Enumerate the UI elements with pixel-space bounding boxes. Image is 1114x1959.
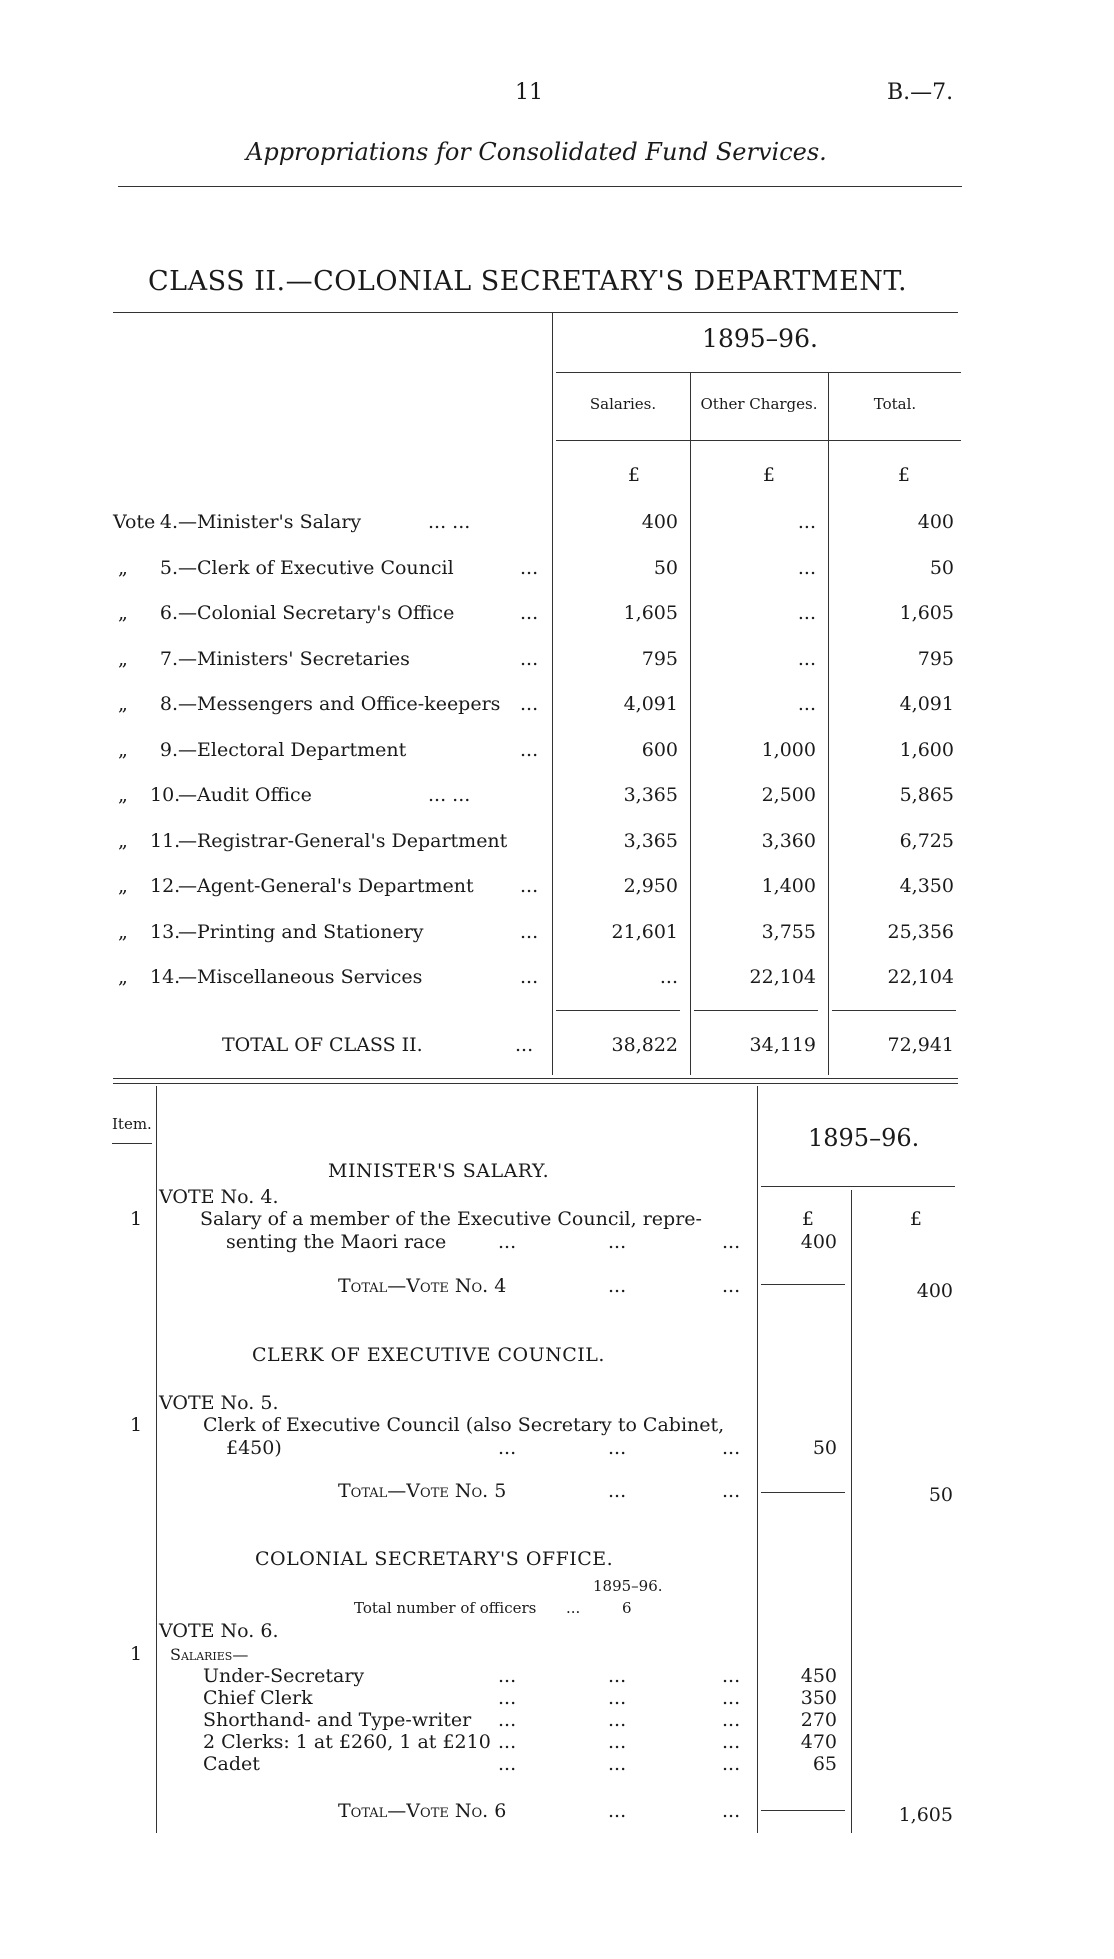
office-salary-line-2-dots: ... bbox=[722, 1687, 741, 1709]
summary-row-7-vote-ditto: „ bbox=[118, 784, 128, 806]
summary-row-2-vote-dots: ... bbox=[520, 557, 539, 579]
summary-row-10-vote-label: —Printing and Stationery bbox=[178, 921, 424, 943]
summary-row-5-vote-dots: ... bbox=[520, 693, 539, 715]
vote-4-total-dots: ... bbox=[722, 1275, 741, 1297]
summary-row-5-vote-other-charges: ... bbox=[797, 693, 816, 715]
office-salary-line-5-dots: ... bbox=[498, 1753, 517, 1775]
vote-6-item-number: 1 bbox=[130, 1643, 143, 1665]
currency-total: £ bbox=[897, 464, 910, 486]
vote-4-amount: 400 bbox=[800, 1231, 837, 1253]
summary-row-5-vote-label: —Messengers and Office-keepers bbox=[178, 693, 501, 715]
office-salary-line-5-label: Cadet bbox=[203, 1753, 260, 1775]
summary-row-2-vote-other-charges: ... bbox=[797, 557, 816, 579]
office-salary-line-4-dots: ... bbox=[498, 1731, 517, 1753]
summary-row-6-vote-dots: ... bbox=[520, 739, 539, 761]
office-salary-line-1-dots: ... bbox=[722, 1665, 741, 1687]
total-class-salaries: 38,822 bbox=[611, 1034, 678, 1056]
summary-row-10-vote-other-charges: 3,755 bbox=[761, 921, 816, 943]
summary-row-1-vote-salaries: 400 bbox=[641, 511, 678, 533]
summary-row-4-vote-other-charges: ... bbox=[797, 648, 816, 670]
summary-row-5-vote-salaries: 4,091 bbox=[623, 693, 678, 715]
colonial-secretary-office-title: COLONIAL SECRETARY'S OFFICE. bbox=[255, 1548, 614, 1570]
summary-row-3-vote-salaries: 1,605 bbox=[623, 602, 678, 624]
summary-row-2-vote-ditto: „ bbox=[118, 557, 128, 579]
vote-5-total-dots: ... bbox=[722, 1480, 741, 1502]
summary-row-1-vote-other-charges: ... bbox=[797, 511, 816, 533]
vote-6-total: 1,605 bbox=[898, 1804, 953, 1826]
summary-period: 1895–96. bbox=[702, 324, 818, 353]
summary-row-11-vote-salaries: ... bbox=[659, 966, 678, 988]
vote-4-line-2: senting the Maori race bbox=[226, 1231, 447, 1253]
header-rule bbox=[118, 186, 962, 187]
summary-row-3-vote-dots: ... bbox=[520, 602, 539, 624]
summary-row-5-vote-number: 8. bbox=[159, 693, 178, 715]
vote-4-line-1: Salary of a member of the Executive Council, repre- bbox=[200, 1208, 702, 1230]
item-column-header: Item. bbox=[112, 1115, 152, 1133]
office-salary-line-3-dots: ... bbox=[608, 1709, 627, 1731]
currency-other-charges: £ bbox=[762, 464, 775, 486]
office-salary-line-5-amount: 65 bbox=[812, 1753, 837, 1775]
vote-5-total-dots: ... bbox=[608, 1480, 627, 1502]
summary-row-2-vote-number: 5. bbox=[159, 557, 178, 579]
vote-4-currency-2: £ bbox=[909, 1208, 922, 1230]
vote-5-line-2-dots: ... bbox=[608, 1437, 627, 1459]
total-class-total: 72,941 bbox=[887, 1034, 954, 1056]
document-reference: B.—7. bbox=[887, 80, 954, 105]
vote-5-line-2-dots: ... bbox=[722, 1437, 741, 1459]
vote-6-total-label: Total—Vote No. 6 bbox=[338, 1800, 507, 1822]
officers-period: 1895–96. bbox=[593, 1577, 663, 1595]
summary-row-2-vote-salaries: 50 bbox=[653, 557, 678, 579]
vote-5-amount: 50 bbox=[812, 1437, 837, 1459]
summary-row-3-vote-label: —Colonial Secretary's Office bbox=[178, 602, 455, 624]
office-salary-line-1-label: Under-Secretary bbox=[203, 1665, 365, 1687]
summary-row-6-vote-salaries: 600 bbox=[641, 739, 678, 761]
salaries-heading: Salaries— bbox=[170, 1645, 249, 1664]
vote-4-line-2-dots: ... bbox=[608, 1231, 627, 1253]
clerk-executive-council-title: CLERK OF EXECUTIVE COUNCIL. bbox=[252, 1344, 605, 1366]
summary-row-3-vote-other-charges: ... bbox=[797, 602, 816, 624]
total-class-dots: ... bbox=[515, 1034, 534, 1056]
office-salary-line-2-label: Chief Clerk bbox=[203, 1687, 313, 1709]
officers-label: Total number of officers bbox=[354, 1599, 537, 1617]
summary-row-3-vote-number: 6. bbox=[159, 602, 178, 624]
summary-row-3-vote-ditto: „ bbox=[118, 602, 128, 624]
office-salary-line-2-amount: 350 bbox=[800, 1687, 837, 1709]
summary-row-4-vote-number: 7. bbox=[159, 648, 178, 670]
column-header-total: Total. bbox=[873, 395, 917, 413]
vote-5-line-2: £450) bbox=[226, 1437, 282, 1459]
summary-row-9-vote-total: 4,350 bbox=[899, 875, 954, 897]
total-class-label: TOTAL OF CLASS II. bbox=[222, 1034, 423, 1056]
vote-6-heading: VOTE No. 6. bbox=[159, 1620, 279, 1642]
summary-row-4-vote-ditto: „ bbox=[118, 648, 128, 670]
summary-row-8-vote-label: —Registrar-General's Department bbox=[178, 830, 508, 852]
summary-row-9-vote-label: —Agent-General's Department bbox=[178, 875, 474, 897]
vote-6-total-dots: ... bbox=[722, 1800, 741, 1822]
summary-row-11-vote-ditto: „ bbox=[118, 966, 128, 988]
summary-row-4-vote-label: —Ministers' Secretaries bbox=[178, 648, 410, 670]
office-salary-line-2-dots: ... bbox=[608, 1687, 627, 1709]
office-salary-line-2-dots: ... bbox=[498, 1687, 517, 1709]
office-salary-line-3-label: Shorthand- and Type-writer bbox=[203, 1709, 472, 1731]
summary-top-rule bbox=[113, 312, 958, 313]
vote-4-total-dots: ... bbox=[608, 1275, 627, 1297]
office-salary-line-1-dots: ... bbox=[498, 1665, 517, 1687]
summary-row-8-vote-salaries: 3,365 bbox=[623, 830, 678, 852]
office-salary-line-5-dots: ... bbox=[722, 1753, 741, 1775]
summary-row-4-vote-total: 795 bbox=[917, 648, 954, 670]
vote-5-heading: VOTE No. 5. bbox=[159, 1392, 279, 1414]
detail-period: 1895–96. bbox=[808, 1124, 920, 1152]
vote-4-currency-1: £ bbox=[801, 1208, 814, 1230]
summary-row-11-vote-label: —Miscellaneous Services bbox=[178, 966, 423, 988]
vote-label: Vote bbox=[113, 511, 156, 533]
office-salary-line-1-amount: 450 bbox=[800, 1665, 837, 1687]
summary-row-7-vote-other-charges: 2,500 bbox=[761, 784, 816, 806]
summary-row-6-vote-number: 9. bbox=[159, 739, 178, 761]
summary-row-5-vote-ditto: „ bbox=[118, 693, 128, 715]
summary-row-8-vote-other-charges: 3,360 bbox=[761, 830, 816, 852]
summary-row-8-vote-total: 6,725 bbox=[899, 830, 954, 852]
office-salary-line-4-dots: ... bbox=[722, 1731, 741, 1753]
vote-4-total-label: Total—Vote No. 4 bbox=[338, 1275, 507, 1297]
summary-row-7-vote-total: 5,865 bbox=[899, 784, 954, 806]
summary-row-10-vote-total: 25,356 bbox=[887, 921, 954, 943]
class-heading: CLASS II.—COLONIAL SECRETARY'S DEPARTMENT. bbox=[148, 266, 908, 297]
summary-row-1-vote-number: 4. bbox=[159, 511, 178, 533]
summary-row-11-vote-other-charges: 22,104 bbox=[749, 966, 816, 988]
summary-row-7-vote-number: 10. bbox=[150, 784, 181, 806]
summary-row-4-vote-salaries: 795 bbox=[641, 648, 678, 670]
summary-row-9-vote-dots: ... bbox=[520, 875, 539, 897]
summary-row-5-vote-total: 4,091 bbox=[899, 693, 954, 715]
vote-4-heading: VOTE No. 4. bbox=[159, 1186, 279, 1208]
vote-4-line-2-dots: ... bbox=[722, 1231, 741, 1253]
officers-count: 6 bbox=[622, 1599, 632, 1617]
summary-row-1-vote-dots: ... ... bbox=[428, 511, 471, 533]
vote-6-total-dots: ... bbox=[608, 1800, 627, 1822]
column-header-other-charges: Other Charges. bbox=[700, 395, 818, 413]
column-header-salaries: Salaries. bbox=[589, 395, 657, 413]
summary-row-9-vote-number: 12. bbox=[150, 875, 181, 897]
vote-4-total: 400 bbox=[916, 1280, 953, 1302]
double-rule-bottom bbox=[113, 1083, 958, 1084]
office-salary-line-1-dots: ... bbox=[608, 1665, 627, 1687]
summary-row-11-vote-number: 14. bbox=[150, 966, 181, 988]
vote-5-total-label: Total—Vote No. 5 bbox=[338, 1480, 507, 1502]
summary-row-2-vote-total: 50 bbox=[929, 557, 954, 579]
summary-row-4-vote-dots: ... bbox=[520, 648, 539, 670]
summary-row-7-vote-label: —Audit Office bbox=[178, 784, 312, 806]
double-rule-top bbox=[113, 1078, 958, 1079]
summary-row-11-vote-dots: ... bbox=[520, 966, 539, 988]
office-salary-line-5-dots: ... bbox=[608, 1753, 627, 1775]
summary-row-7-vote-dots: ... ... bbox=[428, 784, 471, 806]
summary-row-9-vote-other-charges: 1,400 bbox=[761, 875, 816, 897]
summary-row-8-vote-ditto: „ bbox=[118, 830, 128, 852]
summary-row-9-vote-ditto: „ bbox=[118, 875, 128, 897]
summary-row-10-vote-dots: ... bbox=[520, 921, 539, 943]
minister-salary-title: MINISTER'S SALARY. bbox=[328, 1160, 550, 1182]
summary-row-6-vote-label: —Electoral Department bbox=[178, 739, 407, 761]
officers-dots: ... bbox=[566, 1599, 581, 1617]
vote-5-line-1: Clerk of Executive Council (also Secretary to Cabinet, bbox=[203, 1414, 725, 1436]
total-class-other-charges: 34,119 bbox=[749, 1034, 816, 1056]
office-salary-line-4-amount: 470 bbox=[800, 1731, 837, 1753]
summary-row-10-vote-number: 13. bbox=[150, 921, 181, 943]
vote-5-line-2-dots: ... bbox=[498, 1437, 517, 1459]
summary-row-9-vote-salaries: 2,950 bbox=[623, 875, 678, 897]
office-salary-line-3-dots: ... bbox=[722, 1709, 741, 1731]
office-salary-line-3-dots: ... bbox=[498, 1709, 517, 1731]
summary-row-6-vote-other-charges: 1,000 bbox=[761, 739, 816, 761]
vote-5-total: 50 bbox=[928, 1484, 953, 1506]
currency-salaries: £ bbox=[627, 464, 640, 486]
summary-row-2-vote-label: —Clerk of Executive Council bbox=[178, 557, 454, 579]
summary-row-11-vote-total: 22,104 bbox=[887, 966, 954, 988]
summary-row-7-vote-salaries: 3,365 bbox=[623, 784, 678, 806]
summary-row-6-vote-ditto: „ bbox=[118, 739, 128, 761]
summary-row-6-vote-total: 1,600 bbox=[899, 739, 954, 761]
page-number: 11 bbox=[515, 80, 543, 105]
summary-row-10-vote-salaries: 21,601 bbox=[611, 921, 678, 943]
summary-row-3-vote-total: 1,605 bbox=[899, 602, 954, 624]
summary-row-8-vote-number: 11. bbox=[150, 830, 181, 852]
vote-4-line-2-dots: ... bbox=[498, 1231, 517, 1253]
summary-row-1-vote-label: —Minister's Salary bbox=[178, 511, 362, 533]
vote-5-item-number: 1 bbox=[130, 1414, 143, 1436]
summary-row-1-vote-total: 400 bbox=[917, 511, 954, 533]
office-salary-line-4-dots: ... bbox=[608, 1731, 627, 1753]
office-salary-line-4-label: 2 Clerks: 1 at £260, 1 at £210 bbox=[203, 1731, 491, 1753]
vote-4-item-number: 1 bbox=[130, 1208, 143, 1230]
summary-row-10-vote-ditto: „ bbox=[118, 921, 128, 943]
page-subtitle: Appropriations for Consolidated Fund Services. bbox=[246, 138, 827, 166]
office-salary-line-3-amount: 270 bbox=[800, 1709, 837, 1731]
